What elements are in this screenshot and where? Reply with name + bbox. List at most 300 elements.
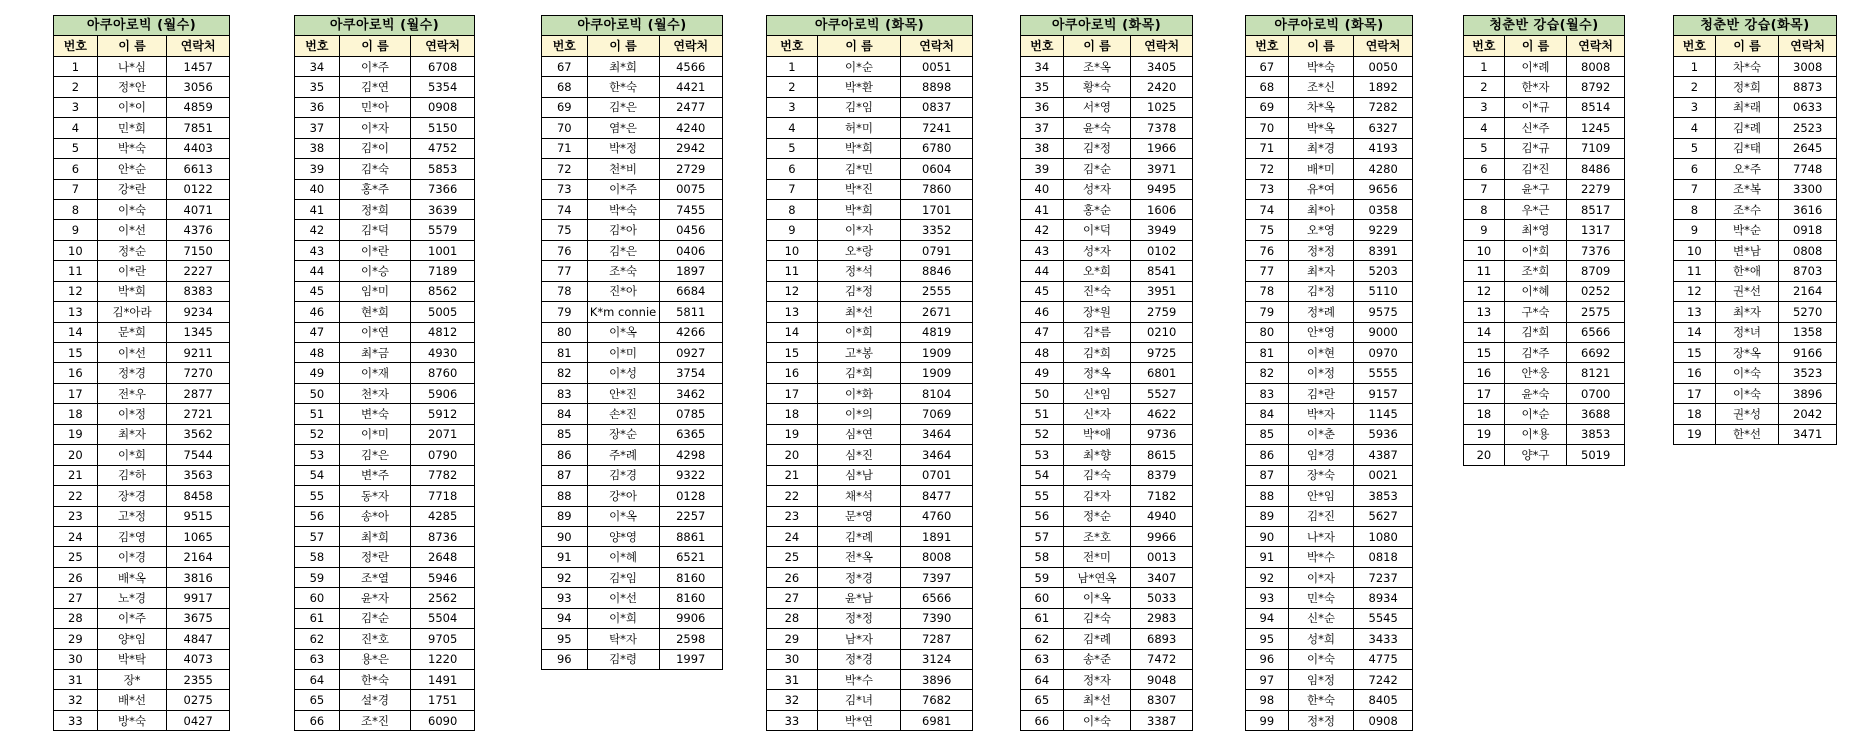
phone-last4: 7851 bbox=[167, 118, 230, 138]
row-number: 4 bbox=[767, 118, 818, 138]
column-header-no: 번호 bbox=[54, 36, 98, 56]
column-header-phone: 연락처 bbox=[659, 36, 723, 56]
member-name: 한*애 bbox=[1715, 261, 1779, 281]
member-name: 김*진 bbox=[1288, 506, 1354, 526]
column-header-no: 번호 bbox=[295, 36, 340, 56]
row-number: 54 bbox=[295, 465, 340, 485]
member-name: 민*아 bbox=[339, 97, 411, 117]
phone-last4: 2645 bbox=[1779, 138, 1837, 158]
table-row bbox=[54, 302, 230, 322]
table-row bbox=[767, 199, 973, 219]
row-number: 15 bbox=[767, 343, 818, 363]
table-row bbox=[542, 608, 723, 628]
phone-last4: 8934 bbox=[1354, 588, 1413, 608]
phone-last4: 0837 bbox=[901, 97, 973, 117]
table-row bbox=[542, 445, 723, 465]
table-row bbox=[1674, 261, 1837, 281]
member-name: 김*태 bbox=[1715, 138, 1779, 158]
table-row bbox=[295, 56, 475, 76]
phone-last4: 3300 bbox=[1779, 179, 1837, 199]
table-row bbox=[54, 240, 230, 260]
phone-last4: 4847 bbox=[167, 629, 230, 649]
table-row bbox=[295, 138, 475, 158]
row-number: 51 bbox=[1021, 404, 1064, 424]
member-name: 방*숙 bbox=[97, 710, 167, 730]
phone-last4: 2759 bbox=[1131, 302, 1193, 322]
column-header-name: 이 름 bbox=[1063, 36, 1131, 56]
phone-last4: 4073 bbox=[167, 649, 230, 669]
row-number: 2 bbox=[54, 77, 98, 97]
table-row bbox=[1021, 383, 1193, 403]
phone-last4: 1909 bbox=[901, 343, 973, 363]
table-row bbox=[1464, 424, 1625, 444]
phone-last4: 3464 bbox=[901, 445, 973, 465]
phone-last4: 8008 bbox=[1567, 56, 1625, 76]
column-header-phone: 연락처 bbox=[1779, 36, 1837, 56]
table-row bbox=[1246, 220, 1413, 240]
member-name: 윤*자 bbox=[339, 588, 411, 608]
table-row bbox=[295, 547, 475, 567]
row-number: 8 bbox=[1464, 199, 1505, 219]
member-name: 오*주 bbox=[1715, 159, 1779, 179]
row-number: 81 bbox=[1246, 343, 1289, 363]
table-row bbox=[767, 547, 973, 567]
member-name: 허*미 bbox=[817, 118, 901, 138]
member-name: 심*진 bbox=[817, 445, 901, 465]
table-row bbox=[295, 486, 475, 506]
member-name: 이*연 bbox=[339, 322, 411, 342]
row-number: 71 bbox=[542, 138, 588, 158]
table-row bbox=[542, 343, 723, 363]
table-row bbox=[767, 608, 973, 628]
member-name: 박*수 bbox=[817, 670, 901, 690]
table-row bbox=[542, 526, 723, 546]
row-number: 59 bbox=[295, 567, 340, 587]
row-number: 1 bbox=[1464, 56, 1505, 76]
table-row bbox=[1021, 404, 1193, 424]
table-row bbox=[295, 404, 475, 424]
column-header-no: 번호 bbox=[1464, 36, 1505, 56]
member-name: 이*숙 bbox=[1715, 383, 1779, 403]
table-row bbox=[542, 240, 723, 260]
member-name: 오*영 bbox=[1288, 220, 1354, 240]
table-row bbox=[1021, 220, 1193, 240]
row-number: 12 bbox=[1674, 281, 1716, 301]
row-number: 16 bbox=[1464, 363, 1505, 383]
phone-last4: 8104 bbox=[901, 383, 973, 403]
member-name: 조*희 bbox=[1504, 261, 1567, 281]
row-number: 9 bbox=[1464, 220, 1505, 240]
table-row bbox=[767, 220, 973, 240]
row-number: 4 bbox=[54, 118, 98, 138]
table-row bbox=[1021, 179, 1193, 199]
table-row bbox=[767, 56, 973, 76]
member-name: 변*남 bbox=[1715, 240, 1779, 260]
member-name: 이*옥 bbox=[1063, 588, 1131, 608]
table-row bbox=[295, 649, 475, 669]
phone-last4: 6613 bbox=[167, 159, 230, 179]
table-row bbox=[767, 445, 973, 465]
member-name: 임*경 bbox=[1288, 445, 1354, 465]
column-header-no: 번호 bbox=[542, 36, 588, 56]
member-name: 박*숙 bbox=[97, 138, 167, 158]
table-row bbox=[54, 649, 230, 669]
phone-last4: 9656 bbox=[1354, 179, 1413, 199]
member-name: 윤*숙 bbox=[1063, 118, 1131, 138]
table-row bbox=[1464, 159, 1625, 179]
member-name: 송*아 bbox=[339, 506, 411, 526]
phone-last4: 0051 bbox=[901, 56, 973, 76]
row-number: 59 bbox=[1021, 567, 1064, 587]
member-name: 임*정 bbox=[1288, 670, 1354, 690]
table-row bbox=[54, 526, 230, 546]
member-name: 김*숙 bbox=[339, 159, 411, 179]
table-row bbox=[1246, 77, 1413, 97]
member-name: 김*정 bbox=[1063, 138, 1131, 158]
row-number: 6 bbox=[1674, 159, 1716, 179]
table-row bbox=[1674, 179, 1837, 199]
member-name: 안*웅 bbox=[1504, 363, 1567, 383]
phone-last4: 8514 bbox=[1567, 97, 1625, 117]
phone-last4: 4819 bbox=[901, 322, 973, 342]
member-name: 이*미 bbox=[587, 343, 659, 363]
phone-last4: 8383 bbox=[167, 281, 230, 301]
phone-last4: 0701 bbox=[901, 465, 973, 485]
phone-last4: 5811 bbox=[659, 302, 723, 322]
member-name: 최*선 bbox=[817, 302, 901, 322]
table-row bbox=[1246, 383, 1413, 403]
member-name: 이*옥 bbox=[587, 322, 659, 342]
table-row bbox=[1021, 363, 1193, 383]
phone-last4: 4266 bbox=[659, 322, 723, 342]
phone-last4: 6893 bbox=[1131, 629, 1193, 649]
member-name: 정*정 bbox=[1288, 710, 1354, 730]
phone-last4: 5033 bbox=[1131, 588, 1193, 608]
member-name: 최*선 bbox=[1063, 690, 1131, 710]
table-row bbox=[54, 281, 230, 301]
table-row bbox=[767, 240, 973, 260]
phone-last4: 2729 bbox=[659, 159, 723, 179]
member-name: 박*연 bbox=[817, 710, 901, 730]
phone-last4: 2279 bbox=[1567, 179, 1625, 199]
phone-last4: 1080 bbox=[1354, 526, 1413, 546]
table-title: 아쿠아로빅 (월수) bbox=[54, 16, 230, 36]
row-number: 58 bbox=[1021, 547, 1064, 567]
phone-last4: 8307 bbox=[1131, 690, 1193, 710]
table-row bbox=[1246, 118, 1413, 138]
table-row bbox=[54, 383, 230, 403]
row-number: 73 bbox=[542, 179, 588, 199]
table-row bbox=[767, 404, 973, 424]
table-row bbox=[1464, 343, 1625, 363]
row-number: 26 bbox=[54, 567, 98, 587]
member-name: 진*아 bbox=[587, 281, 659, 301]
table-row bbox=[54, 179, 230, 199]
row-number: 80 bbox=[1246, 322, 1289, 342]
member-name: 남*연옥 bbox=[1063, 567, 1131, 587]
row-number: 61 bbox=[295, 608, 340, 628]
row-number: 13 bbox=[54, 302, 98, 322]
table-row bbox=[1464, 56, 1625, 76]
table-row bbox=[1021, 199, 1193, 219]
table-row bbox=[1246, 343, 1413, 363]
member-name: 천*비 bbox=[587, 159, 659, 179]
table-row bbox=[1021, 261, 1193, 281]
table-row bbox=[542, 56, 723, 76]
table-row bbox=[54, 261, 230, 281]
table-row bbox=[295, 588, 475, 608]
row-number: 71 bbox=[1246, 138, 1289, 158]
member-name: 이*혜 bbox=[587, 547, 659, 567]
row-number: 72 bbox=[542, 159, 588, 179]
row-number: 27 bbox=[767, 588, 818, 608]
member-name: 윤*숙 bbox=[1504, 383, 1567, 403]
table-row bbox=[295, 199, 475, 219]
member-name: 이*성 bbox=[587, 363, 659, 383]
member-name: 정*석 bbox=[817, 261, 901, 281]
table-row bbox=[1246, 629, 1413, 649]
row-number: 65 bbox=[1021, 690, 1064, 710]
member-name: 이*이 bbox=[97, 97, 167, 117]
member-name: 전*미 bbox=[1063, 547, 1131, 567]
member-name: 김*순 bbox=[1063, 159, 1131, 179]
row-number: 73 bbox=[1246, 179, 1289, 199]
phone-last4: 7748 bbox=[1779, 159, 1837, 179]
phone-last4: 6801 bbox=[1131, 363, 1193, 383]
member-name: 이*자 bbox=[817, 220, 901, 240]
member-name: 안*영 bbox=[1288, 322, 1354, 342]
table-row bbox=[295, 690, 475, 710]
row-number: 20 bbox=[767, 445, 818, 465]
table-row bbox=[1021, 486, 1193, 506]
row-number: 2 bbox=[1674, 77, 1716, 97]
row-number: 54 bbox=[1021, 465, 1064, 485]
phone-last4: 9000 bbox=[1354, 322, 1413, 342]
member-name: 나*심 bbox=[97, 56, 167, 76]
table-row bbox=[1021, 159, 1193, 179]
row-number: 84 bbox=[542, 404, 588, 424]
row-number: 1 bbox=[767, 56, 818, 76]
member-name: 주*례 bbox=[587, 445, 659, 465]
row-number: 94 bbox=[542, 608, 588, 628]
row-number: 3 bbox=[1674, 97, 1716, 117]
row-number: 77 bbox=[1246, 261, 1289, 281]
table-row bbox=[542, 77, 723, 97]
member-name: 박*정 bbox=[587, 138, 659, 158]
member-name: 안*순 bbox=[97, 159, 167, 179]
phone-last4: 1892 bbox=[1354, 77, 1413, 97]
row-number: 39 bbox=[295, 159, 340, 179]
row-number: 11 bbox=[1674, 261, 1716, 281]
table-row bbox=[54, 670, 230, 690]
phone-last4: 4760 bbox=[901, 506, 973, 526]
member-name: 김*이 bbox=[339, 138, 411, 158]
table-row bbox=[295, 424, 475, 444]
member-name: 김*아 bbox=[587, 220, 659, 240]
member-name: 동*자 bbox=[339, 486, 411, 506]
phone-last4: 7782 bbox=[411, 465, 475, 485]
row-number: 41 bbox=[1021, 199, 1064, 219]
phone-last4: 0358 bbox=[1354, 199, 1413, 219]
phone-last4: 8458 bbox=[167, 486, 230, 506]
member-name: 정*경 bbox=[817, 567, 901, 587]
row-number: 56 bbox=[1021, 506, 1064, 526]
row-number: 72 bbox=[1246, 159, 1289, 179]
row-number: 38 bbox=[295, 138, 340, 158]
phone-last4: 1606 bbox=[1131, 199, 1193, 219]
member-name: 이*의 bbox=[817, 404, 901, 424]
member-name: 황*숙 bbox=[1063, 77, 1131, 97]
member-name: 이*희 bbox=[587, 608, 659, 628]
member-name: 한*숙 bbox=[1288, 690, 1354, 710]
row-number: 46 bbox=[1021, 302, 1064, 322]
column-header-no: 번호 bbox=[1246, 36, 1289, 56]
table-row bbox=[1464, 179, 1625, 199]
table-row bbox=[767, 281, 973, 301]
table-row bbox=[1246, 261, 1413, 281]
table-row bbox=[54, 486, 230, 506]
phone-last4: 7150 bbox=[167, 240, 230, 260]
row-number: 19 bbox=[1674, 424, 1716, 444]
member-name: 김*령 bbox=[587, 649, 659, 669]
phone-last4: 0908 bbox=[1354, 710, 1413, 730]
phone-last4: 0456 bbox=[659, 220, 723, 240]
phone-last4: 5005 bbox=[411, 302, 475, 322]
row-number: 28 bbox=[54, 608, 98, 628]
member-name: 홍*순 bbox=[1063, 199, 1131, 219]
member-name: 정*희 bbox=[1715, 77, 1779, 97]
phone-last4: 3853 bbox=[1354, 486, 1413, 506]
phone-last4: 1966 bbox=[1131, 138, 1193, 158]
phone-last4: 7270 bbox=[167, 363, 230, 383]
phone-last4: 8391 bbox=[1354, 240, 1413, 260]
member-name: 장*숙 bbox=[1288, 465, 1354, 485]
row-number: 76 bbox=[1246, 240, 1289, 260]
phone-last4: 9917 bbox=[167, 588, 230, 608]
member-name: K*m connie bbox=[587, 302, 659, 322]
row-number: 42 bbox=[1021, 220, 1064, 240]
phone-last4: 2562 bbox=[411, 588, 475, 608]
table-row bbox=[54, 199, 230, 219]
member-name: 김*임 bbox=[587, 567, 659, 587]
table-row bbox=[1021, 445, 1193, 465]
table-row bbox=[1021, 690, 1193, 710]
row-number: 86 bbox=[1246, 445, 1289, 465]
row-number: 7 bbox=[767, 179, 818, 199]
phone-last4: 0808 bbox=[1779, 240, 1837, 260]
row-number: 7 bbox=[54, 179, 98, 199]
row-number: 22 bbox=[767, 486, 818, 506]
table-row bbox=[1464, 97, 1625, 117]
column-header-no: 번호 bbox=[1674, 36, 1716, 56]
row-number: 24 bbox=[54, 526, 98, 546]
roster-table-5 bbox=[1020, 15, 1193, 731]
table-row bbox=[1464, 77, 1625, 97]
column-header-phone: 연락처 bbox=[1131, 36, 1193, 56]
member-name: 탁*자 bbox=[587, 629, 659, 649]
member-name: 이*주 bbox=[339, 56, 411, 76]
table-row bbox=[54, 690, 230, 710]
phone-last4: 3949 bbox=[1131, 220, 1193, 240]
row-number: 74 bbox=[542, 199, 588, 219]
table-row bbox=[1021, 97, 1193, 117]
phone-last4: 4940 bbox=[1131, 506, 1193, 526]
row-number: 83 bbox=[1246, 383, 1289, 403]
table-row bbox=[295, 363, 475, 383]
row-number: 69 bbox=[542, 97, 588, 117]
table-row bbox=[1246, 322, 1413, 342]
row-number: 48 bbox=[1021, 343, 1064, 363]
row-number: 13 bbox=[767, 302, 818, 322]
row-number: 12 bbox=[767, 281, 818, 301]
member-name: 정*순 bbox=[1063, 506, 1131, 526]
row-number: 1 bbox=[1674, 56, 1716, 76]
table-row bbox=[1674, 383, 1837, 403]
phone-last4: 4859 bbox=[167, 97, 230, 117]
phone-last4: 8861 bbox=[659, 526, 723, 546]
table-row bbox=[54, 56, 230, 76]
row-number: 62 bbox=[1021, 629, 1064, 649]
table-row bbox=[295, 77, 475, 97]
member-name: 이*희 bbox=[817, 322, 901, 342]
table-row bbox=[542, 322, 723, 342]
row-number: 39 bbox=[1021, 159, 1064, 179]
row-number: 11 bbox=[767, 261, 818, 281]
phone-last4: 2164 bbox=[167, 547, 230, 567]
phone-last4: 8486 bbox=[1567, 159, 1625, 179]
member-name: 한*자 bbox=[1504, 77, 1567, 97]
table-row bbox=[1464, 261, 1625, 281]
table-row bbox=[54, 97, 230, 117]
table-row bbox=[542, 567, 723, 587]
phone-last4: 4280 bbox=[1354, 159, 1413, 179]
row-number: 55 bbox=[295, 486, 340, 506]
member-name: 이*숙 bbox=[1715, 363, 1779, 383]
phone-last4: 0790 bbox=[411, 445, 475, 465]
row-number: 2 bbox=[767, 77, 818, 97]
row-number: 52 bbox=[295, 424, 340, 444]
row-number: 40 bbox=[1021, 179, 1064, 199]
row-number: 17 bbox=[1464, 383, 1505, 403]
table-row bbox=[1246, 649, 1413, 669]
table-row bbox=[1246, 302, 1413, 322]
member-name: 정*경 bbox=[97, 363, 167, 383]
row-number: 68 bbox=[1246, 77, 1289, 97]
row-number: 22 bbox=[54, 486, 98, 506]
phone-last4: 2598 bbox=[659, 629, 723, 649]
table-row bbox=[295, 567, 475, 587]
row-number: 90 bbox=[1246, 526, 1289, 546]
table-row bbox=[1246, 608, 1413, 628]
table-row bbox=[295, 240, 475, 260]
table-row bbox=[542, 118, 723, 138]
table-row bbox=[295, 281, 475, 301]
column-header-no: 번호 bbox=[767, 36, 818, 56]
table-row bbox=[1246, 424, 1413, 444]
member-name: 김*은 bbox=[587, 240, 659, 260]
table-row bbox=[54, 445, 230, 465]
phone-last4: 5150 bbox=[411, 118, 475, 138]
table-row bbox=[1246, 404, 1413, 424]
row-number: 93 bbox=[1246, 588, 1289, 608]
table-row bbox=[767, 179, 973, 199]
row-number: 5 bbox=[1674, 138, 1716, 158]
row-number: 13 bbox=[1464, 302, 1505, 322]
phone-last4: 0210 bbox=[1131, 322, 1193, 342]
phone-last4: 0406 bbox=[659, 240, 723, 260]
phone-last4: 7241 bbox=[901, 118, 973, 138]
row-number: 74 bbox=[1246, 199, 1289, 219]
